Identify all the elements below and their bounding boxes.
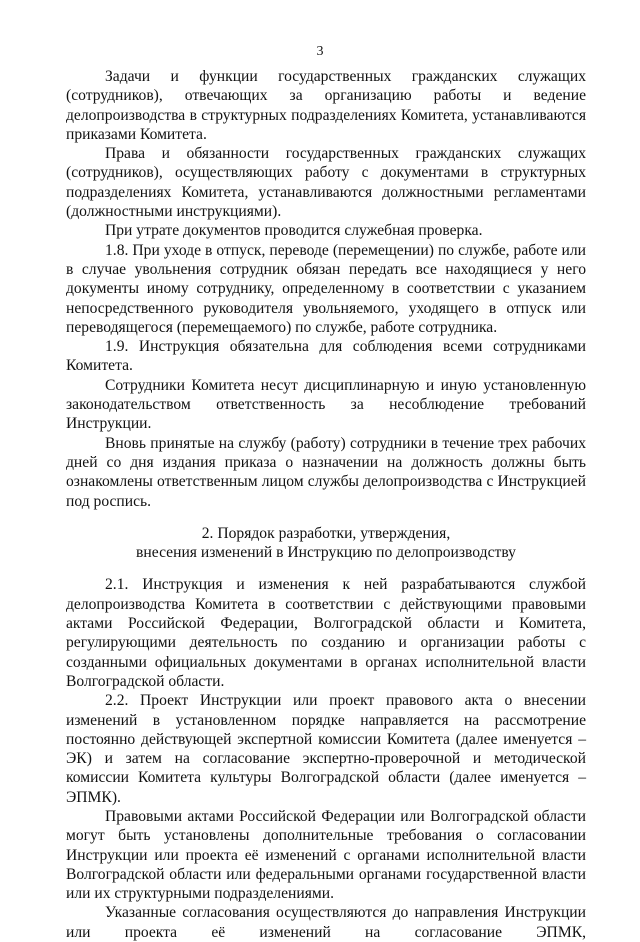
paragraph-2-2: 2.2. Проект Инструкции или проект правового акта о внесении изменений в установленном порядке направляется на рассмотрение постоянно действующей экспертной комиссии Комитета (далее именуется – ЭК) и затем на согласование экспертно-проверочной и методической комиссии Комитета культуры Волгоградской области (далее именуется – ЭПМК). bbox=[66, 692, 586, 806]
paragraph: Права и обязанности государственных гражданских служащих (сотрудников), осуществляющих работу с документами в структурных подразделениях Комитета, устанавливаются должностными регламентами (должностными инструкциями). bbox=[66, 145, 586, 221]
paragraph: При утрате документов проводится служебная проверка. bbox=[105, 222, 483, 240]
document-body bbox=[66, 67, 586, 942]
paragraph: Указанные согласования осуществляются до направления Инструкции или проекта её изменений на согласование ЭПМК, bbox=[66, 904, 586, 941]
paragraph: Сотрудники Комитета несут дисциплинарную и иную установленную законодательством ответственность за несоблюдение требований Инструкции. bbox=[66, 376, 586, 433]
paragraph: Вновь принятые на службу (работу) сотрудники в течение трех рабочих дней со дня издания приказа о назначении на должность должны быть ознакомлены ответственным лицом службы делопроизводства с Инструкцией под роспись. bbox=[66, 434, 586, 510]
page-number: 3 bbox=[316, 44, 324, 59]
section-heading-line-2: внесения изменений в Инструкцию по делопроизводству bbox=[136, 544, 516, 562]
paragraph: Задачи и функции государственных гражданских служащих (сотрудников), отвечающих за организацию работы и ведение делопроизводства в структурных подразделениях Комитета, устанавливаются приказами Комитета. bbox=[66, 68, 586, 143]
paragraph-1-8: 1.8. При уходе в отпуск, переводе (перемещении) по службе, работе или в случае увольнения сотрудник обязан передать все находящиеся у него документы иному сотруднику, определенному в соответствии с указанием непосредственного руководителя увольняемого, уходящего в отпуск или переводящегося (перемещаемого) по службе, работе сотрудника. bbox=[66, 241, 586, 336]
paragraph-1-9: 1.9. Инструкция обязательна для соблюдения всеми сотрудниками Комитета. bbox=[66, 338, 586, 375]
paragraph-2-1: 2.1. Инструкция и изменения к ней разрабатываются службой делопроизводства Комитета в соответствии с действующими правовыми актами Российской Федерации, Волгоградской области и Комитета, регулирующими деятельность по созданию и организации работы с созданными официальных документами в органах исполнительной власти Волгоградской области. bbox=[66, 576, 586, 690]
paragraph: Правовыми актами Российской Федерации или Волгоградской области могут быть установлены дополнительные требования о согласовании Инструкции или проекта её изменений с органами исполнительной власти Волгоградской области или федеральными органами государственной власти или их структурными подразделениями. bbox=[66, 807, 586, 903]
section-heading-line-1: 2. Порядок разработки, утверждения, bbox=[201, 524, 451, 542]
